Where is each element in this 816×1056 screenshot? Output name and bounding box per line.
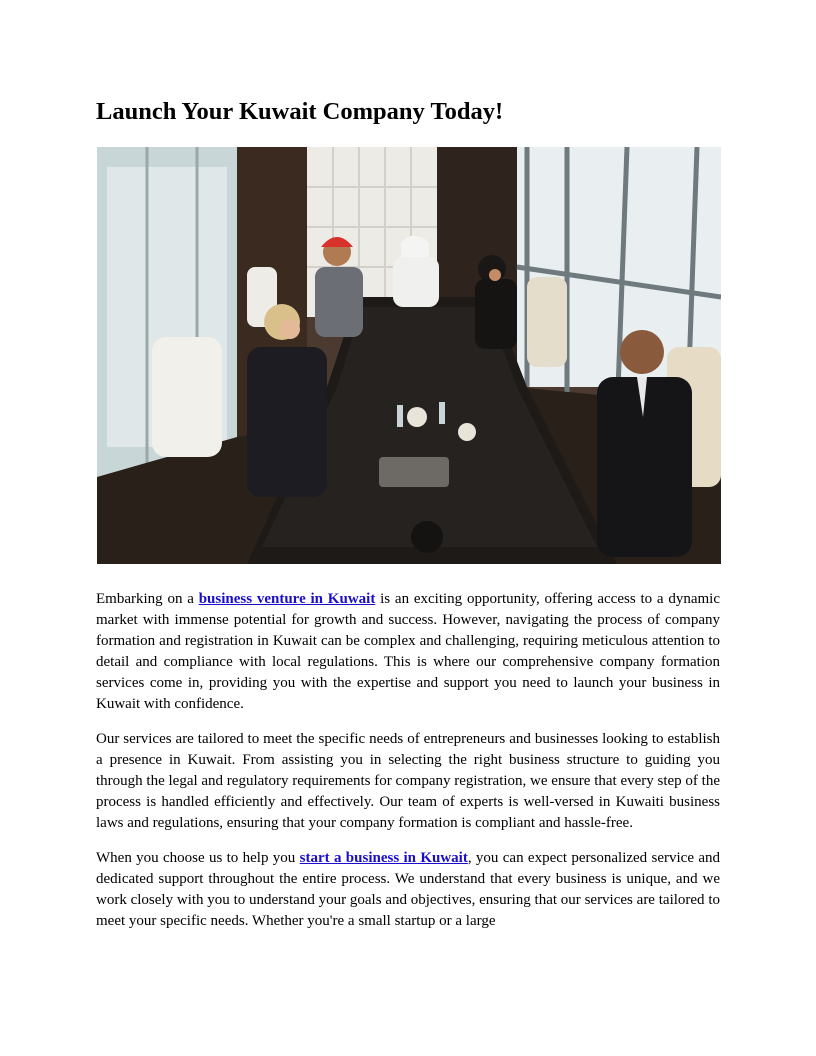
article-body xyxy=(96,589,720,946)
paragraph-1-text-start: Embarking on a xyxy=(96,591,199,607)
meeting-photo xyxy=(97,147,721,564)
hero-image xyxy=(97,147,721,564)
paragraph-3-text-end: , you can expect personalized service and dedicated support throughout the entire process. We understand that every business is unique, and we work closely with you to understand your goals and objectives, ensuring that our services are tailored to meet your specific needs. Whether you're a small startup or a large xyxy=(96,850,720,929)
business-venture-link[interactable]: business venture in Kuwait xyxy=(198,591,376,607)
paragraph-1-text-end: is an exciting opportunity, offering access to a dynamic market with immense potential for growth and success. However, navigating the process of company formation and registration in Kuwait can be complex and challenging, requiring meticulous attention to detail and compliance with local regulations. This is where our comprehensive company formation services come in, providing you with the expertise and support you need to launch your business in Kuwait with confidence. xyxy=(96,591,721,712)
paragraph-1 xyxy=(96,589,720,715)
page-title: Launch Your Kuwait Company Today! xyxy=(96,98,504,125)
start-business-link[interactable]: start a business in Kuwait xyxy=(299,850,468,866)
paragraph-2: Our services are tailored to meet the specific needs of entrepreneurs and businesses looking to establish a presence in Kuwait. From assisting you in selecting the right business structure to guiding you through the legal and regulatory requirements for company registration, we ensure that every step of the process is handled efficiently and effectively. Our team of experts is well-versed in Kuwaiti business laws and regulations, ensuring that your company formation is compliant and hassle-free. xyxy=(96,731,720,831)
paragraph-3-text-start: When you choose us to help you xyxy=(96,850,300,866)
paragraph-3 xyxy=(96,848,720,932)
